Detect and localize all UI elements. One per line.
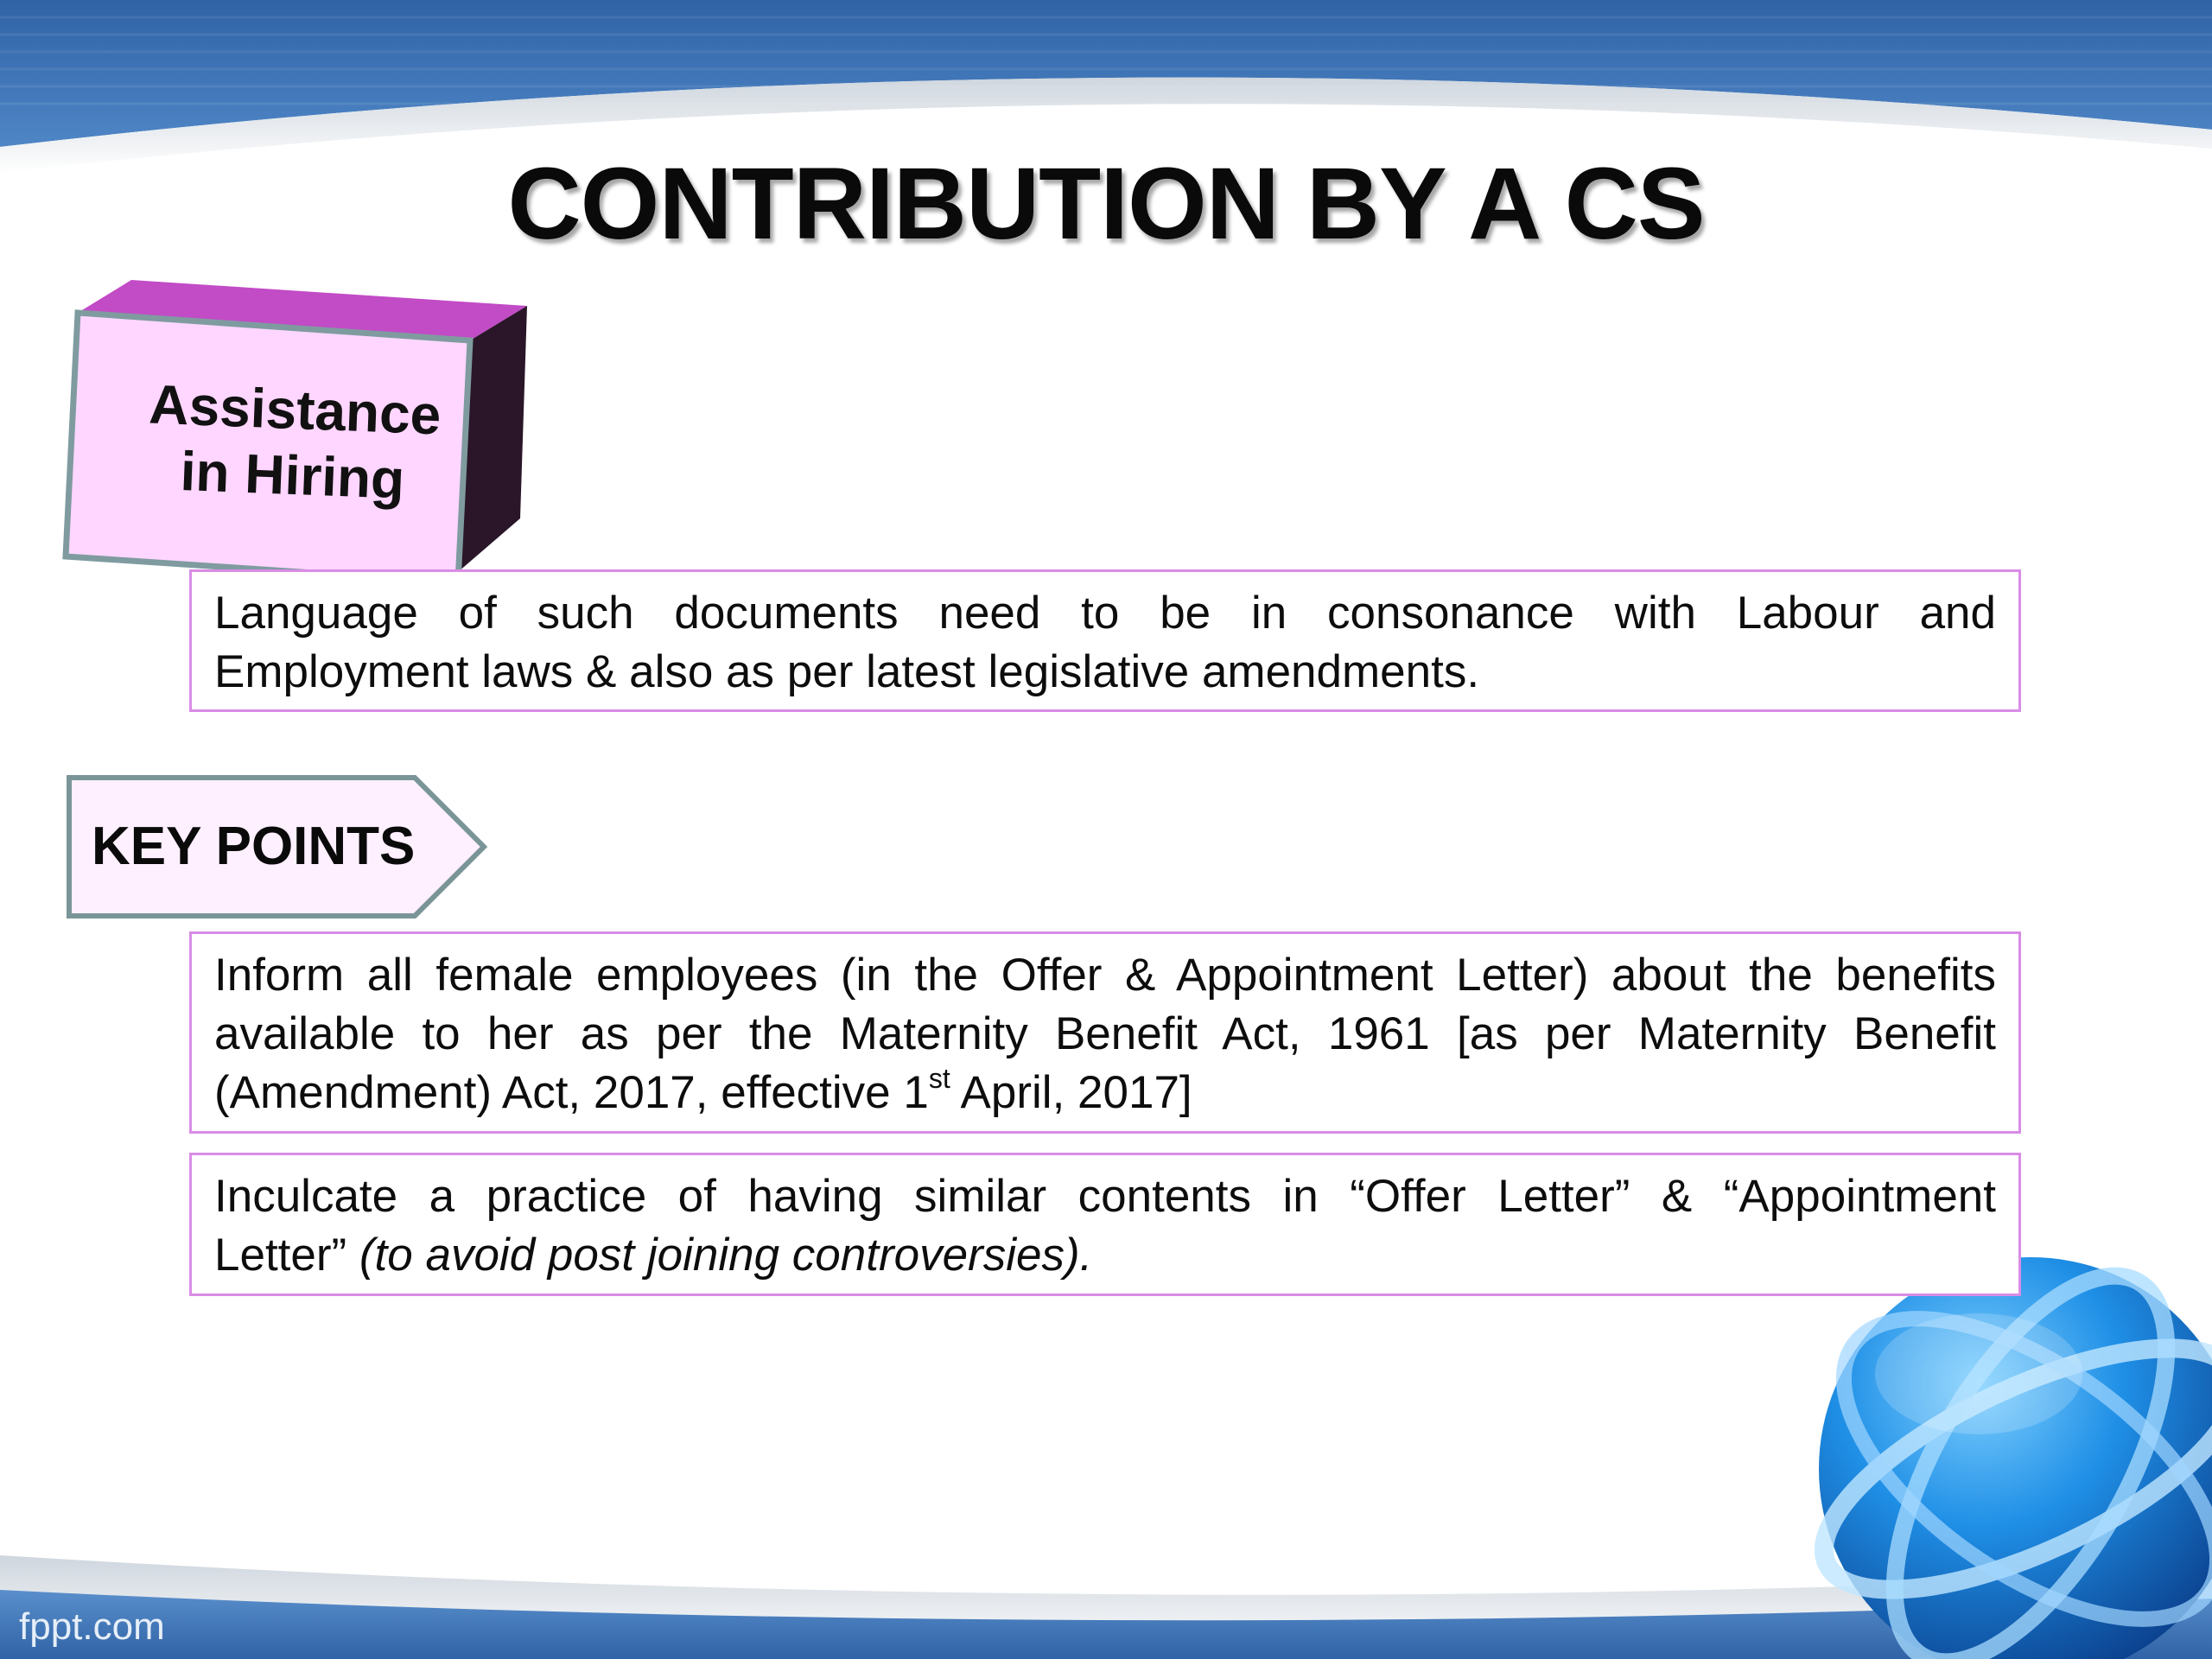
point1-line-3: [214, 1064, 1996, 1122]
intro-line-1: Language of such documents need to be in consonance with Labour and: [214, 588, 1996, 639]
footer-brand: fppt.com: [19, 1605, 165, 1648]
point2-italic-note: (to avoid post joining controversies).: [359, 1230, 1093, 1281]
point1-line-3-text: (Amendment) Act, 2017, effective 1: [214, 1067, 929, 1118]
key-point-2: [189, 1153, 2021, 1296]
slide-title: CONTRIBUTION BY A CS: [507, 147, 1705, 261]
point1-line-3-end: April, 2017]: [950, 1067, 1192, 1118]
ordinal-suffix: st: [928, 1063, 950, 1095]
key-points-tag: [66, 774, 489, 919]
category-box-line2: in Hiring: [179, 440, 406, 511]
category-box-line1: Assistance: [148, 372, 442, 447]
point1-line-2: available to her as per the Maternity Benefit Act, 1961 [as per Maternity Benefit: [214, 1008, 1996, 1059]
point2-line-1: Inculcate a practice of having similar contents in “Offer Letter” & “Appointment: [214, 1171, 1996, 1222]
intro-line-2: Employment laws & also as per latest legislative amendments.: [214, 646, 1480, 697]
point1-line-1: Inform all female employees (in the Offer & Appointment Letter) about the benefits: [214, 950, 1996, 1001]
category-box: [62, 275, 529, 586]
point2-line-2: [214, 1226, 1996, 1285]
intro-textbox: [189, 569, 2021, 712]
point2-line-2-text: Letter”: [214, 1230, 359, 1281]
key-point-1: [189, 931, 2021, 1134]
key-points-label: KEY POINTS: [92, 817, 416, 876]
